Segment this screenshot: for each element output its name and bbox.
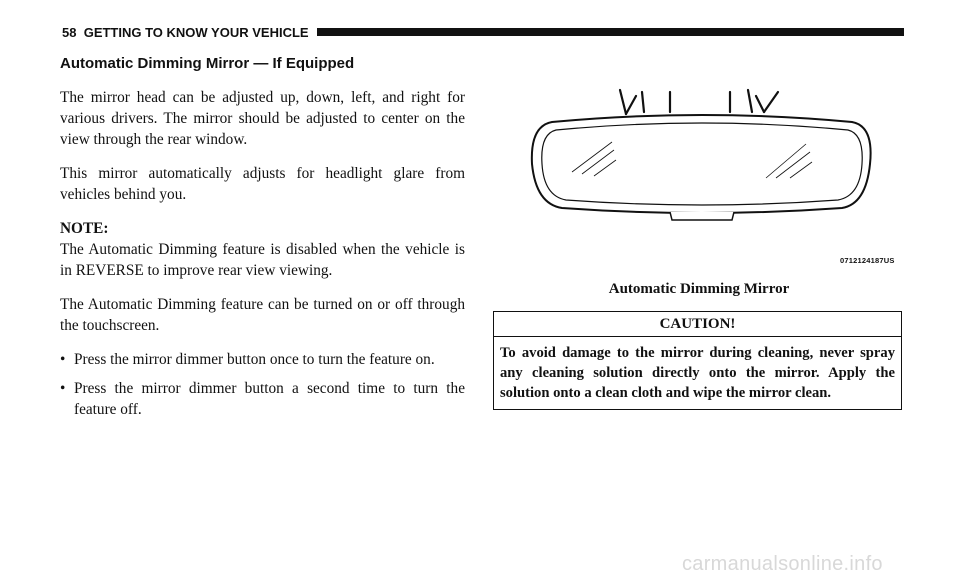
caution-title: CAUTION! [494,312,901,337]
mirror-bottom-tab [670,212,734,220]
figure-caption: Automatic Dimming Mirror [608,281,790,297]
header-section: GETTING TO KNOW YOUR VEHICLE [83,24,309,40]
page-number: 58 [62,24,77,40]
caution-text: To avoid damage to the mirror during cleaning, never spray any cleaning solution directly onto the mirror. Apply the solution onto a clean cloth and wipe the mirror clean. [500,345,895,401]
mirror-mount-lines [620,90,778,114]
paragraph-glare: This mirror automatically adjusts for headlight glare from vehicles behind you. [60,165,465,203]
list-item: • Press the mirror dimmer button a second time to turn the feature off. [60,378,465,420]
watermark: carmanualsonline.info [682,553,883,575]
header-text [62,25,309,40]
figure-id: 0712124187US [840,256,895,265]
list-item: • Press the mirror dimmer button once to turn the feature on. [60,349,465,370]
mirror-illustration [520,86,884,266]
section-title: Automatic Dimming Mirror — If Equipped [60,55,355,72]
paragraph-adjust: The mirror head can be adjusted up, down, left, and right for various drivers. The mirror should be adjusted to center on the view through the rear window. [60,89,465,148]
caution-box [493,311,902,410]
paragraph-touchscreen: The Automatic Dimming feature can be turned on or off through the touchscreen. [60,296,465,334]
note-label: NOTE: [60,220,109,237]
page-header [62,22,904,42]
left-column [60,87,465,428]
bullet-list [60,349,465,420]
header-rule [317,28,904,36]
note-text: The Automatic Dimming feature is disabled when the vehicle is in REVERSE to improve rear view viewing. [60,241,465,279]
